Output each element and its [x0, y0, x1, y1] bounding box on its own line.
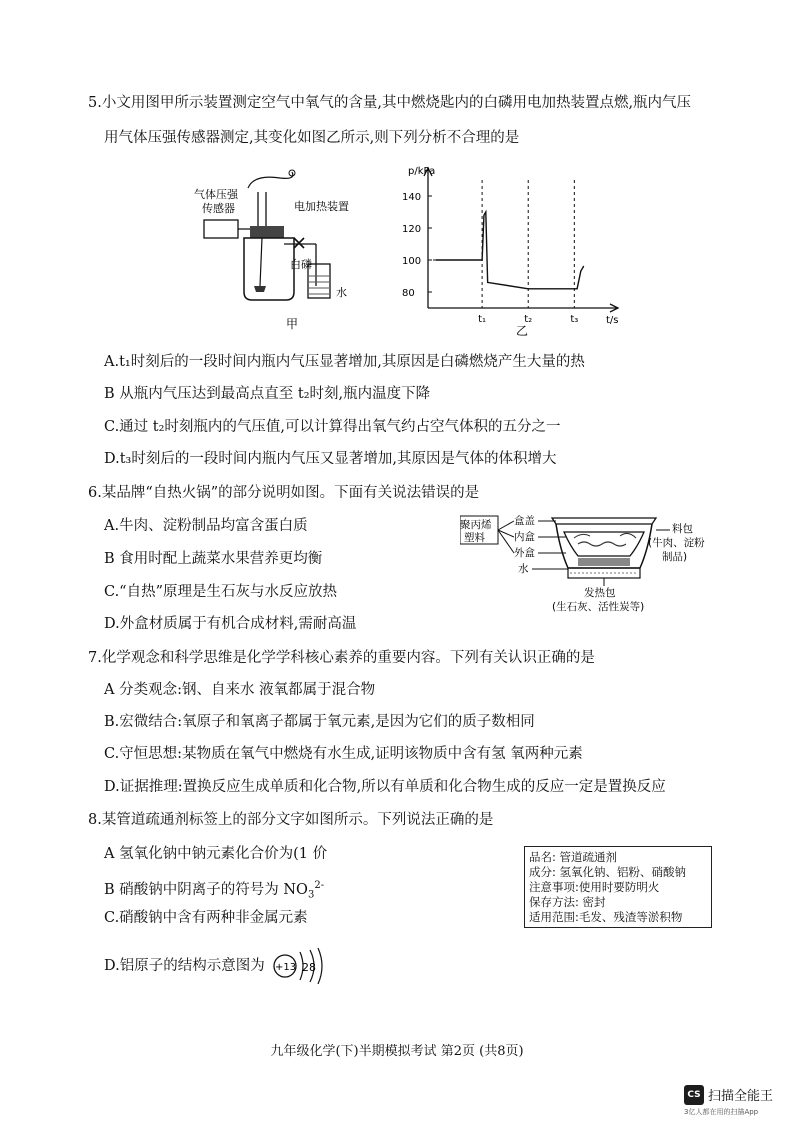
label-ingredients: 成分: 氢氧化钠、铝粉、硝酸钠: [529, 865, 687, 879]
inner-label: 内盒: [514, 531, 535, 543]
product-label: [524, 846, 712, 928]
x-tick-label-0: t₁: [478, 314, 487, 325]
q8-option-b-sup: 2-: [314, 880, 325, 891]
pressure-point-6: [528, 288, 529, 289]
heater-wire: [248, 172, 293, 188]
label-name: 品名: 管道疏通剂: [529, 850, 618, 864]
combustion-spoon: [254, 286, 266, 292]
label-caution: 注意事项:使用时要防明火: [529, 880, 660, 894]
q6-option-d: D.外盒材质属于有机合成材料,需耐高温: [104, 616, 357, 632]
q8-option-b-text: B 硝酸钠中阴离子的符号为 NO: [104, 881, 308, 898]
water-label-6: 水: [518, 563, 529, 575]
flask: [244, 238, 294, 300]
q7-option-c: C.守恒思想:某物质在氧气中燃烧有水生成,证明该物质中含有氢 氧两种元素: [104, 746, 583, 762]
q5-option-b: B 从瓶内气压达到最高点直至 t₂时刻,瓶内温度下降: [104, 386, 431, 402]
q8-option-b-sub: 3: [307, 889, 315, 901]
apparatus-figure: [190, 168, 370, 338]
water-label: 水: [336, 286, 347, 299]
pack-sub-2: 制品): [662, 551, 688, 563]
shell-electrons: 28: [302, 961, 316, 974]
y-tick-label-2: 100: [402, 256, 422, 267]
scanner-watermark: [684, 1084, 773, 1117]
pressure-curve: [436, 212, 584, 289]
pp-label-1: 聚丙烯: [460, 519, 492, 531]
q5-stem-line2: 用气体压强传感器测定,其变化如图乙所示,则下列分析不合理的是: [104, 130, 520, 146]
hotpot-figure: [460, 510, 716, 620]
watermark-sub: 3亿人都在用的扫描App: [684, 1107, 759, 1116]
pack-label: 料包: [672, 523, 693, 535]
caption-jia: 甲: [286, 317, 299, 331]
pressure-point-7: [574, 288, 575, 289]
label-scope: 适用范围:毛发、残渣等淤积物: [529, 910, 683, 924]
lid-shape: [552, 518, 656, 524]
shell-arc-3: [318, 948, 322, 984]
nucleus-charge: +13: [275, 962, 297, 973]
inner-box: [564, 532, 644, 556]
water-lines: [309, 276, 329, 294]
pack-sub-1: (牛肉、淀粉: [648, 537, 705, 549]
food-swirl: [578, 542, 626, 546]
q7-option-d: D.证据推理:置换反应生成单质和化合物,所以有单质和化合物生成的反应一定是置换反应: [104, 779, 666, 795]
y-tick-label-0: 140: [402, 192, 422, 203]
x-tick-label-1: t₂: [524, 314, 533, 325]
clamp: [294, 238, 304, 248]
heat-pack-shape: [578, 558, 630, 566]
q6-option-c: C.“自热”原理是生石灰与水反应放热: [104, 584, 338, 600]
q8-stem: 8.某管道疏通剂标签上的部分文字如图所示。下列说法正确的是: [88, 812, 494, 828]
q8-option-d: D.铝原子的结构示意图为: [104, 958, 265, 974]
watermark-name: 扫描全能王: [708, 1089, 774, 1104]
q8-option-a: A 氢氧化钠中钠元素化合价为(1 价: [104, 846, 328, 862]
phosphorus-label: 白磷: [290, 258, 312, 271]
outer-label: 外盒: [514, 547, 535, 559]
sensor-label-1: 气体压强: [194, 188, 238, 201]
heater-label: 电加热装置: [294, 200, 349, 213]
y-tick-label-3: 80: [402, 288, 415, 299]
pp-label-2: 塑料: [464, 532, 485, 544]
sensor-label-2: 传感器: [202, 202, 235, 215]
pressure-point-5: [487, 282, 488, 283]
pressure-point-4: [485, 211, 486, 212]
q8-option-c: C.硝酸钠中含有两种非金属元素: [104, 910, 308, 926]
q7-option-a: A 分类观念:钢、自来水 液氧都属于混合物: [104, 682, 376, 698]
x-tick-label-2: t₃: [570, 314, 579, 325]
pressure-point-3: [483, 215, 484, 216]
x-axis-label: t/s: [606, 315, 619, 326]
pressure-point-0: [435, 259, 436, 260]
q6-option-b: B 食用时配上蔬菜水果营养更均衡: [104, 551, 323, 567]
pressure-point-10: [583, 266, 584, 267]
caption-yi: 乙: [516, 324, 529, 338]
lid-label: 盒盖: [514, 515, 535, 527]
pressure-point-9: [580, 271, 581, 272]
page-footer: 九年级化学(下)半期模拟考试 第2页 (共8页): [270, 1044, 524, 1059]
q6-option-a: A.牛肉、淀粉制品均富含蛋白质: [104, 518, 308, 534]
q8-option-b: [104, 876, 324, 906]
heat-label-2: (生石灰、活性炭等): [552, 601, 645, 613]
q5-stem-line1: 5.小文用图甲所示装置测定空气中氧气的含量,其中燃烧匙内的白磷用电加热装置点燃,瓶内气压: [88, 95, 692, 111]
watermark-logo: CS: [684, 1085, 704, 1105]
q6-stem: 6.某品牌“自热火锅”的部分说明如图。下面有关说法错误的是: [88, 485, 480, 501]
pressure-point-8: [577, 288, 578, 289]
y-axis-label: p/kPa: [408, 166, 436, 177]
q5-option-c: C.通过 t₂时刻瓶内的气压值,可以计算得出氧气约占空气体积的五分之一: [104, 419, 561, 435]
aluminum-atom-diagram: [272, 944, 328, 984]
q5-option-d: D.t₃时刻后的一段时间内瓶内气压又显著增加,其原因是气体的体积增大: [104, 451, 557, 467]
pressure-sensor: [204, 220, 238, 238]
label-storage: 保存方法: 密封: [529, 895, 606, 909]
stopper: [250, 226, 284, 238]
q5-option-a: A.t₁时刻后的一段时间内瓶内气压显著增加,其原因是白磷燃烧产生大量的热: [104, 354, 585, 370]
y-tick-label-1: 120: [402, 224, 422, 235]
heat-label-1: 发热包: [584, 587, 616, 599]
q7-stem: 7.化学观念和科学思维是化学学科核心素养的重要内容。下列有关认识正确的是: [88, 650, 595, 666]
pressure-point-2: [482, 259, 483, 260]
pressure-chart: [392, 160, 632, 338]
q7-option-b: B.宏微结合:氧原子和氧离子都属于氧元素,是因为它们的质子数相同: [104, 714, 535, 730]
pressure-point-1: [477, 259, 478, 260]
